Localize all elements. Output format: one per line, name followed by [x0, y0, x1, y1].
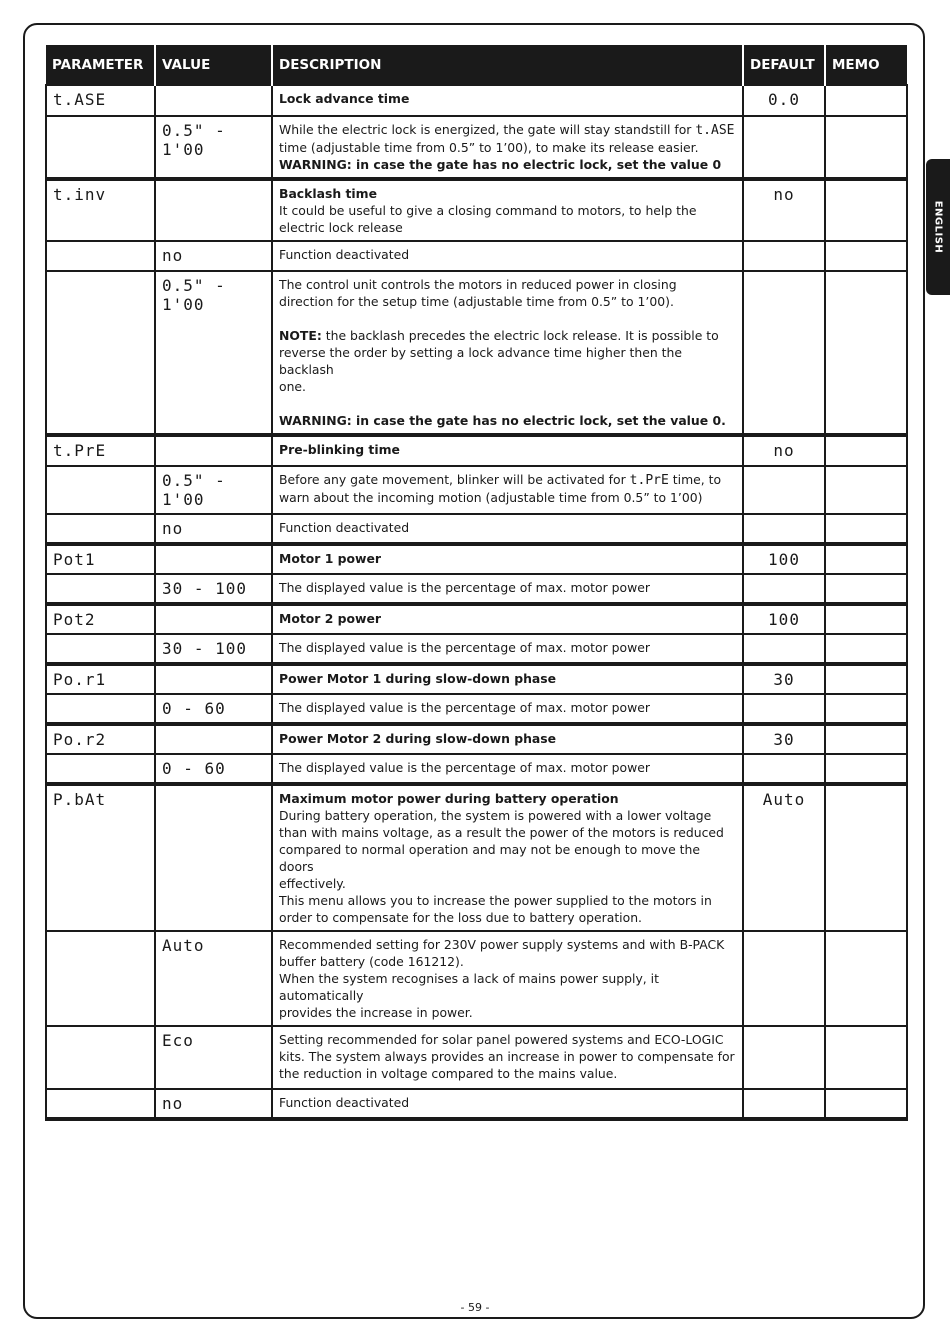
- default-cell: [743, 514, 825, 544]
- default-cell: 30: [743, 664, 825, 694]
- description-cell: While the electric lock is energized, the gate will stay standstill for t.ASE time (adjustable time from 0.5” to 1’00), to make its release easier. WARNING: in case the gate has no electric lock, set the value 0: [272, 116, 743, 179]
- value-cell: 0 - 60: [155, 694, 272, 724]
- description-cell: Before any gate movement, blinker will be activated for t.PrE time, to warn about the incoming motion (adjustable time from 0.5” to 1’00): [272, 466, 743, 514]
- value-cell: [155, 724, 272, 754]
- memo-cell: [825, 634, 907, 664]
- description-cell: Pre-blinking time: [272, 435, 743, 466]
- param-cell: [46, 116, 155, 179]
- description-cell: Setting recommended for solar panel powered systems and ECO-LOGIC kits. The system always provides an increase in power to compensate for the reduction in voltage compared to the mains value.: [272, 1026, 743, 1089]
- param-cell: [46, 931, 155, 1026]
- default-cell: [743, 634, 825, 664]
- param-cell: [46, 634, 155, 664]
- header-parameter: PARAMETER: [46, 45, 155, 85]
- description-cell: Motor 2 power: [272, 604, 743, 634]
- table-row: [46, 1026, 907, 1089]
- table-row: [46, 179, 907, 241]
- value-cell: [155, 544, 272, 574]
- default-cell: [743, 931, 825, 1026]
- default-cell: 100: [743, 604, 825, 634]
- value-cell: Eco: [155, 1026, 272, 1089]
- table-row: [46, 784, 907, 931]
- description-cell: Backlash time It could be useful to give a closing command to motors, to help the electric lock release: [272, 179, 743, 241]
- param-cell: Pot2: [46, 604, 155, 634]
- default-cell: [743, 1089, 825, 1119]
- value-cell: [155, 85, 272, 116]
- table-row: [46, 664, 907, 694]
- description-cell: Power Motor 2 during slow-down phase: [272, 724, 743, 754]
- table-row: [46, 241, 907, 271]
- default-cell: Auto: [743, 784, 825, 931]
- param-cell: [46, 1026, 155, 1089]
- param-cell: t.PrE: [46, 435, 155, 466]
- value-cell: 30 - 100: [155, 574, 272, 604]
- side-tab-label: ENGLISH: [932, 200, 944, 254]
- value-cell: 0.5" - 1'00: [155, 116, 272, 179]
- value-cell: [155, 604, 272, 634]
- memo-cell: [825, 664, 907, 694]
- param-cell: t.ASE: [46, 85, 155, 116]
- param-cell: [46, 574, 155, 604]
- default-cell: no: [743, 179, 825, 241]
- value-cell: [155, 179, 272, 241]
- default-cell: [743, 271, 825, 435]
- memo-cell: [825, 1026, 907, 1089]
- memo-cell: [825, 85, 907, 116]
- page-number: - 59 -: [460, 1301, 490, 1314]
- memo-cell: [825, 694, 907, 724]
- description-cell: Maximum motor power during battery operation During battery operation, the system is powered with a lower voltage than with mains voltage, as a result the power of the motors is reduced compared to normal operation and may not be enough to move the doors effectively. This menu allows you to increase the power supplied to the motors in order to compensate for the loss due to battery operation.: [272, 784, 743, 931]
- memo-cell: [825, 435, 907, 466]
- param-cell: Pot1: [46, 544, 155, 574]
- default-cell: [743, 466, 825, 514]
- table-row: [46, 435, 907, 466]
- value-cell: [155, 435, 272, 466]
- default-cell: [743, 116, 825, 179]
- description-cell: Recommended setting for 230V power supply systems and with B-PACK buffer battery (code 161212). When the system recognises a lack of mains power supply, it automatically provides the increase in power.: [272, 931, 743, 1026]
- memo-cell: [825, 604, 907, 634]
- parameter-table: [45, 45, 908, 1121]
- table-row: [46, 514, 907, 544]
- value-cell: [155, 664, 272, 694]
- param-cell: [46, 271, 155, 435]
- value-cell: 0.5" - 1'00: [155, 271, 272, 435]
- memo-cell: [825, 466, 907, 514]
- memo-cell: [825, 1089, 907, 1119]
- memo-cell: [825, 574, 907, 604]
- memo-cell: [825, 116, 907, 179]
- description-cell: Lock advance time: [272, 85, 743, 116]
- table-row: [46, 271, 907, 435]
- memo-cell: [825, 241, 907, 271]
- table-header-row: [46, 45, 907, 85]
- description-cell: Function deactivated: [272, 241, 743, 271]
- value-cell: [155, 784, 272, 931]
- default-cell: 100: [743, 544, 825, 574]
- value-cell: Auto: [155, 931, 272, 1026]
- default-cell: [743, 241, 825, 271]
- table-row: [46, 694, 907, 724]
- description-cell: Power Motor 1 during slow-down phase: [272, 664, 743, 694]
- default-cell: [743, 1026, 825, 1089]
- header-default: DEFAULT: [743, 45, 825, 85]
- param-cell: Po.r2: [46, 724, 155, 754]
- param-cell: [46, 754, 155, 784]
- param-cell: [46, 514, 155, 544]
- memo-cell: [825, 544, 907, 574]
- default-cell: [743, 754, 825, 784]
- table-row: [46, 544, 907, 574]
- memo-cell: [825, 271, 907, 435]
- description-cell: The displayed value is the percentage of max. motor power: [272, 754, 743, 784]
- param-cell: [46, 694, 155, 724]
- table-row: [46, 574, 907, 604]
- table-row: [46, 931, 907, 1026]
- memo-cell: [825, 784, 907, 931]
- table-row: [46, 634, 907, 664]
- value-cell: no: [155, 514, 272, 544]
- header-memo: MEMO: [825, 45, 907, 85]
- description-cell: Motor 1 power: [272, 544, 743, 574]
- description-cell: The displayed value is the percentage of max. motor power: [272, 574, 743, 604]
- table-row: [46, 116, 907, 179]
- param-cell: t.inv: [46, 179, 155, 241]
- memo-cell: [825, 179, 907, 241]
- table-row: [46, 1089, 907, 1119]
- description-cell: Function deactivated: [272, 1089, 743, 1119]
- default-cell: 30: [743, 724, 825, 754]
- param-cell: Po.r1: [46, 664, 155, 694]
- param-cell: [46, 1089, 155, 1119]
- memo-cell: [825, 931, 907, 1026]
- default-cell: [743, 574, 825, 604]
- param-cell: [46, 466, 155, 514]
- description-cell: The displayed value is the percentage of max. motor power: [272, 694, 743, 724]
- value-cell: 0.5" - 1'00: [155, 466, 272, 514]
- value-cell: no: [155, 241, 272, 271]
- description-cell: The displayed value is the percentage of max. motor power: [272, 634, 743, 664]
- table-row: [46, 604, 907, 634]
- memo-cell: [825, 724, 907, 754]
- table-row: [46, 724, 907, 754]
- header-value: VALUE: [155, 45, 272, 85]
- default-cell: [743, 694, 825, 724]
- description-cell: Function deactivated: [272, 514, 743, 544]
- table-row: [46, 754, 907, 784]
- memo-cell: [825, 754, 907, 784]
- default-cell: 0.0: [743, 85, 825, 116]
- value-cell: 30 - 100: [155, 634, 272, 664]
- table-row: [46, 85, 907, 116]
- header-description: DESCRIPTION: [272, 45, 743, 85]
- value-cell: 0 - 60: [155, 754, 272, 784]
- table-row: [46, 466, 907, 514]
- default-cell: no: [743, 435, 825, 466]
- description-cell: The control unit controls the motors in reduced power in closing direction for the setup time (adjustable time from 0.5” to 1’00). NOTE: the backlash precedes the electric lock release. It is possible to reverse the order by setting a lock advance time higher then the backlash one. WARNING: in case the gate has no electric lock, set the value 0.: [272, 271, 743, 435]
- param-cell: P.bAt: [46, 784, 155, 931]
- memo-cell: [825, 514, 907, 544]
- param-cell: [46, 241, 155, 271]
- value-cell: no: [155, 1089, 272, 1119]
- language-side-tab: [926, 159, 950, 295]
